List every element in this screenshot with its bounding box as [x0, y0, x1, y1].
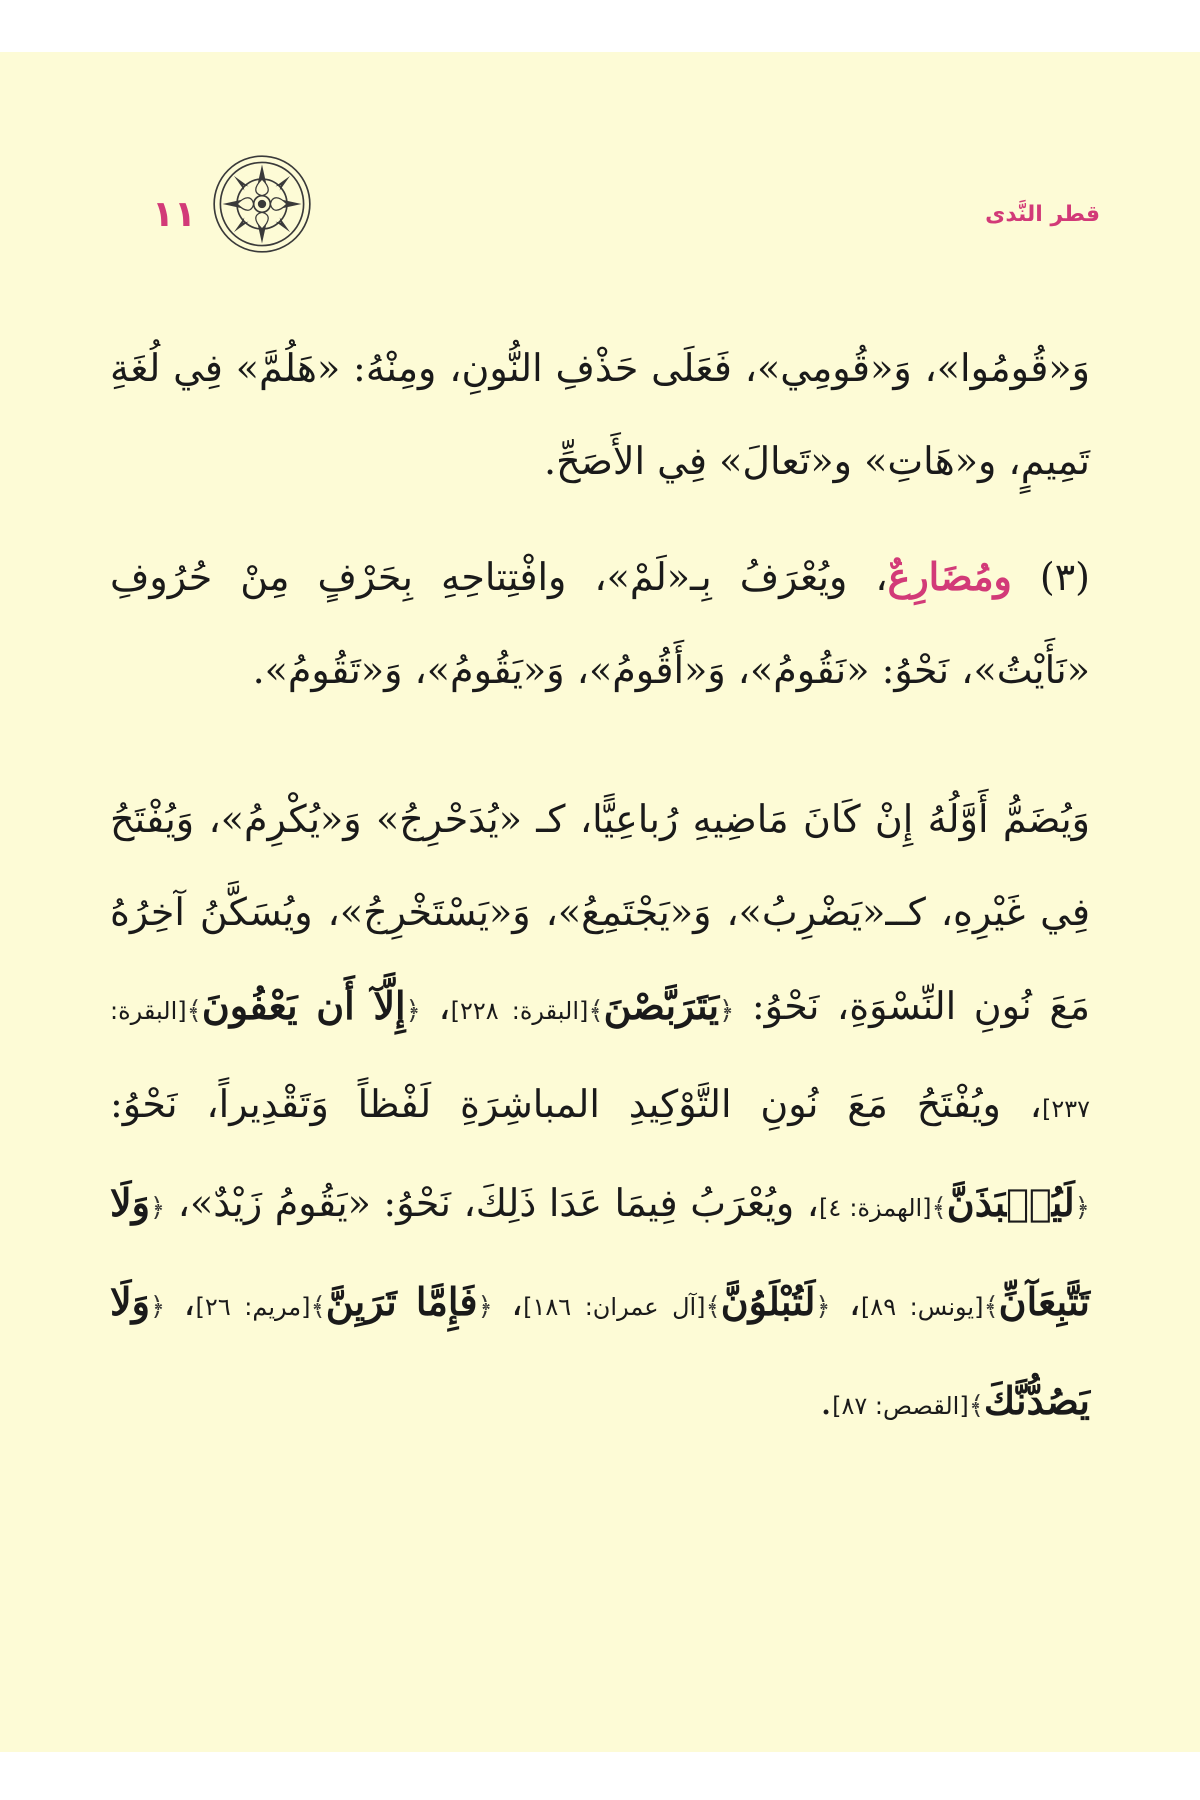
quran-reference: [مريم: ٢٦]: [195, 1293, 311, 1321]
quran-quote: وَلَا يَصُدُّنَّكَ: [110, 1279, 1090, 1423]
paragraph-text: وَ«قُومُوا»، وَ«قُومِي»، فَعَلَى حَذْفِ النُّونِ، ومِنْهُ: «هَلُمَّ» فِي لُغَةِ تَمِيمٍ، و«هَاتِ» و«تَعالَ» فِي الأَصَحِّ.: [110, 346, 1090, 483]
quran-open-icon: ﴿: [150, 1193, 166, 1223]
separator: .: [820, 1379, 833, 1423]
quran-open-icon: ﴿: [815, 1292, 831, 1322]
paragraph-mudari-rules: [110, 773, 1090, 1453]
quran-reference: [البقرة: ٢٢٨]: [450, 997, 589, 1025]
paragraph-text: وَيُضَمُّ أَوَّلُهُ إِنْ كَانَ مَاضِيهِ رُباعِيًّا، كـ «يُدَحْرِجُ» وَ«يُكْرِمُ»، وَيُفْتَحُ فِي غَيْرِهِ، كــ«يَضْرِبُ»، وَ«يَجْتَمِعُ»، وَ«يَسْتَخْرِجُ»، ويُسَكَّنُ آخِرُهُ مَعَ نُونِ النِّسْوَةِ، نَحْوُ:: [110, 797, 1090, 1028]
quran-open-icon: ﴿: [405, 996, 421, 1026]
paragraph-text: ، ويُعْرَفُ بِـ«لَمْ»، وافْتِتاحِهِ بِحَرْفٍ مِنْ حُرُوفِ «نَأَيْتُ»، نَحْوُ: «نَقُومُ»، وَ«أَقُومُ»، وَ«يَقُومُ»، وَ«تَقُومُ».: [110, 555, 1090, 692]
quran-reference: [يونس: ٨٩]: [860, 1293, 984, 1321]
section-term: ومُضَارِعٌ: [887, 554, 1012, 599]
floral-rosette-icon: [210, 152, 314, 256]
quran-close-icon: ﴾: [968, 1391, 984, 1421]
book-page: [0, 52, 1200, 1752]
quran-reference: [القصص: ٨٧]: [832, 1392, 969, 1420]
separator: ،: [438, 984, 451, 1028]
quran-reference: [آل عمران: ١٨٦]: [523, 1293, 706, 1321]
quran-reference: [الهمزة: ٤]: [819, 1194, 932, 1222]
main-text: [110, 322, 1090, 1453]
quran-quote: فَإِمَّا تَرَيِنَّ: [325, 1279, 478, 1324]
quran-quote: إِلَّآ أَن يَعْفُونَ: [201, 983, 406, 1028]
page-number: ١١: [152, 194, 196, 235]
quran-close-icon: ﴾: [983, 1292, 999, 1322]
quran-close-icon: ﴾: [588, 996, 604, 1026]
quran-close-icon: ﴾: [310, 1292, 326, 1322]
book-title: قطر النَّدى: [985, 202, 1100, 227]
quran-open-icon: ﴿: [1074, 1193, 1090, 1223]
quran-close-icon: ﴾: [705, 1292, 721, 1322]
separator: ،: [848, 1280, 861, 1324]
quran-open-icon: ﴿: [719, 996, 735, 1026]
quran-open-icon: ﴿: [477, 1292, 493, 1322]
separator: ،: [510, 1280, 524, 1324]
quran-quote: يَتَرَبَّصْنَ: [603, 983, 720, 1028]
quran-quote: وَلَا تَتَّبِعَآنِّ: [110, 1180, 1090, 1324]
paragraph-mudari: [110, 530, 1090, 717]
quran-open-icon: ﴿: [150, 1292, 166, 1322]
quran-reference: [البقرة: ٢٣٧]: [110, 997, 1090, 1123]
paragraph-imperative-continued: [110, 322, 1090, 508]
page-header: [100, 152, 1100, 262]
paragraph-text: ، ويُفْتَحُ مَعَ نُونِ التَّوْكِيدِ المباشِرَةِ لَفْظاً وَتَقْدِيراً، نَحْوُ:: [110, 1082, 1042, 1126]
separator: ،: [183, 1280, 196, 1324]
quran-quote: لَيُنۢبَذَنَّ: [946, 1180, 1075, 1225]
section-number: (٣): [1039, 555, 1090, 599]
quran-quote: لَتُبْلَوُنَّ: [720, 1279, 816, 1324]
quran-close-icon: ﴾: [186, 996, 202, 1026]
paragraph-text: ، ويُعْرَبُ فِيمَا عَدَا ذَلِكَ، نَحْوُ: «يَقُومُ زَيْدٌ»،: [177, 1181, 820, 1225]
quran-close-icon: ﴾: [931, 1193, 947, 1223]
